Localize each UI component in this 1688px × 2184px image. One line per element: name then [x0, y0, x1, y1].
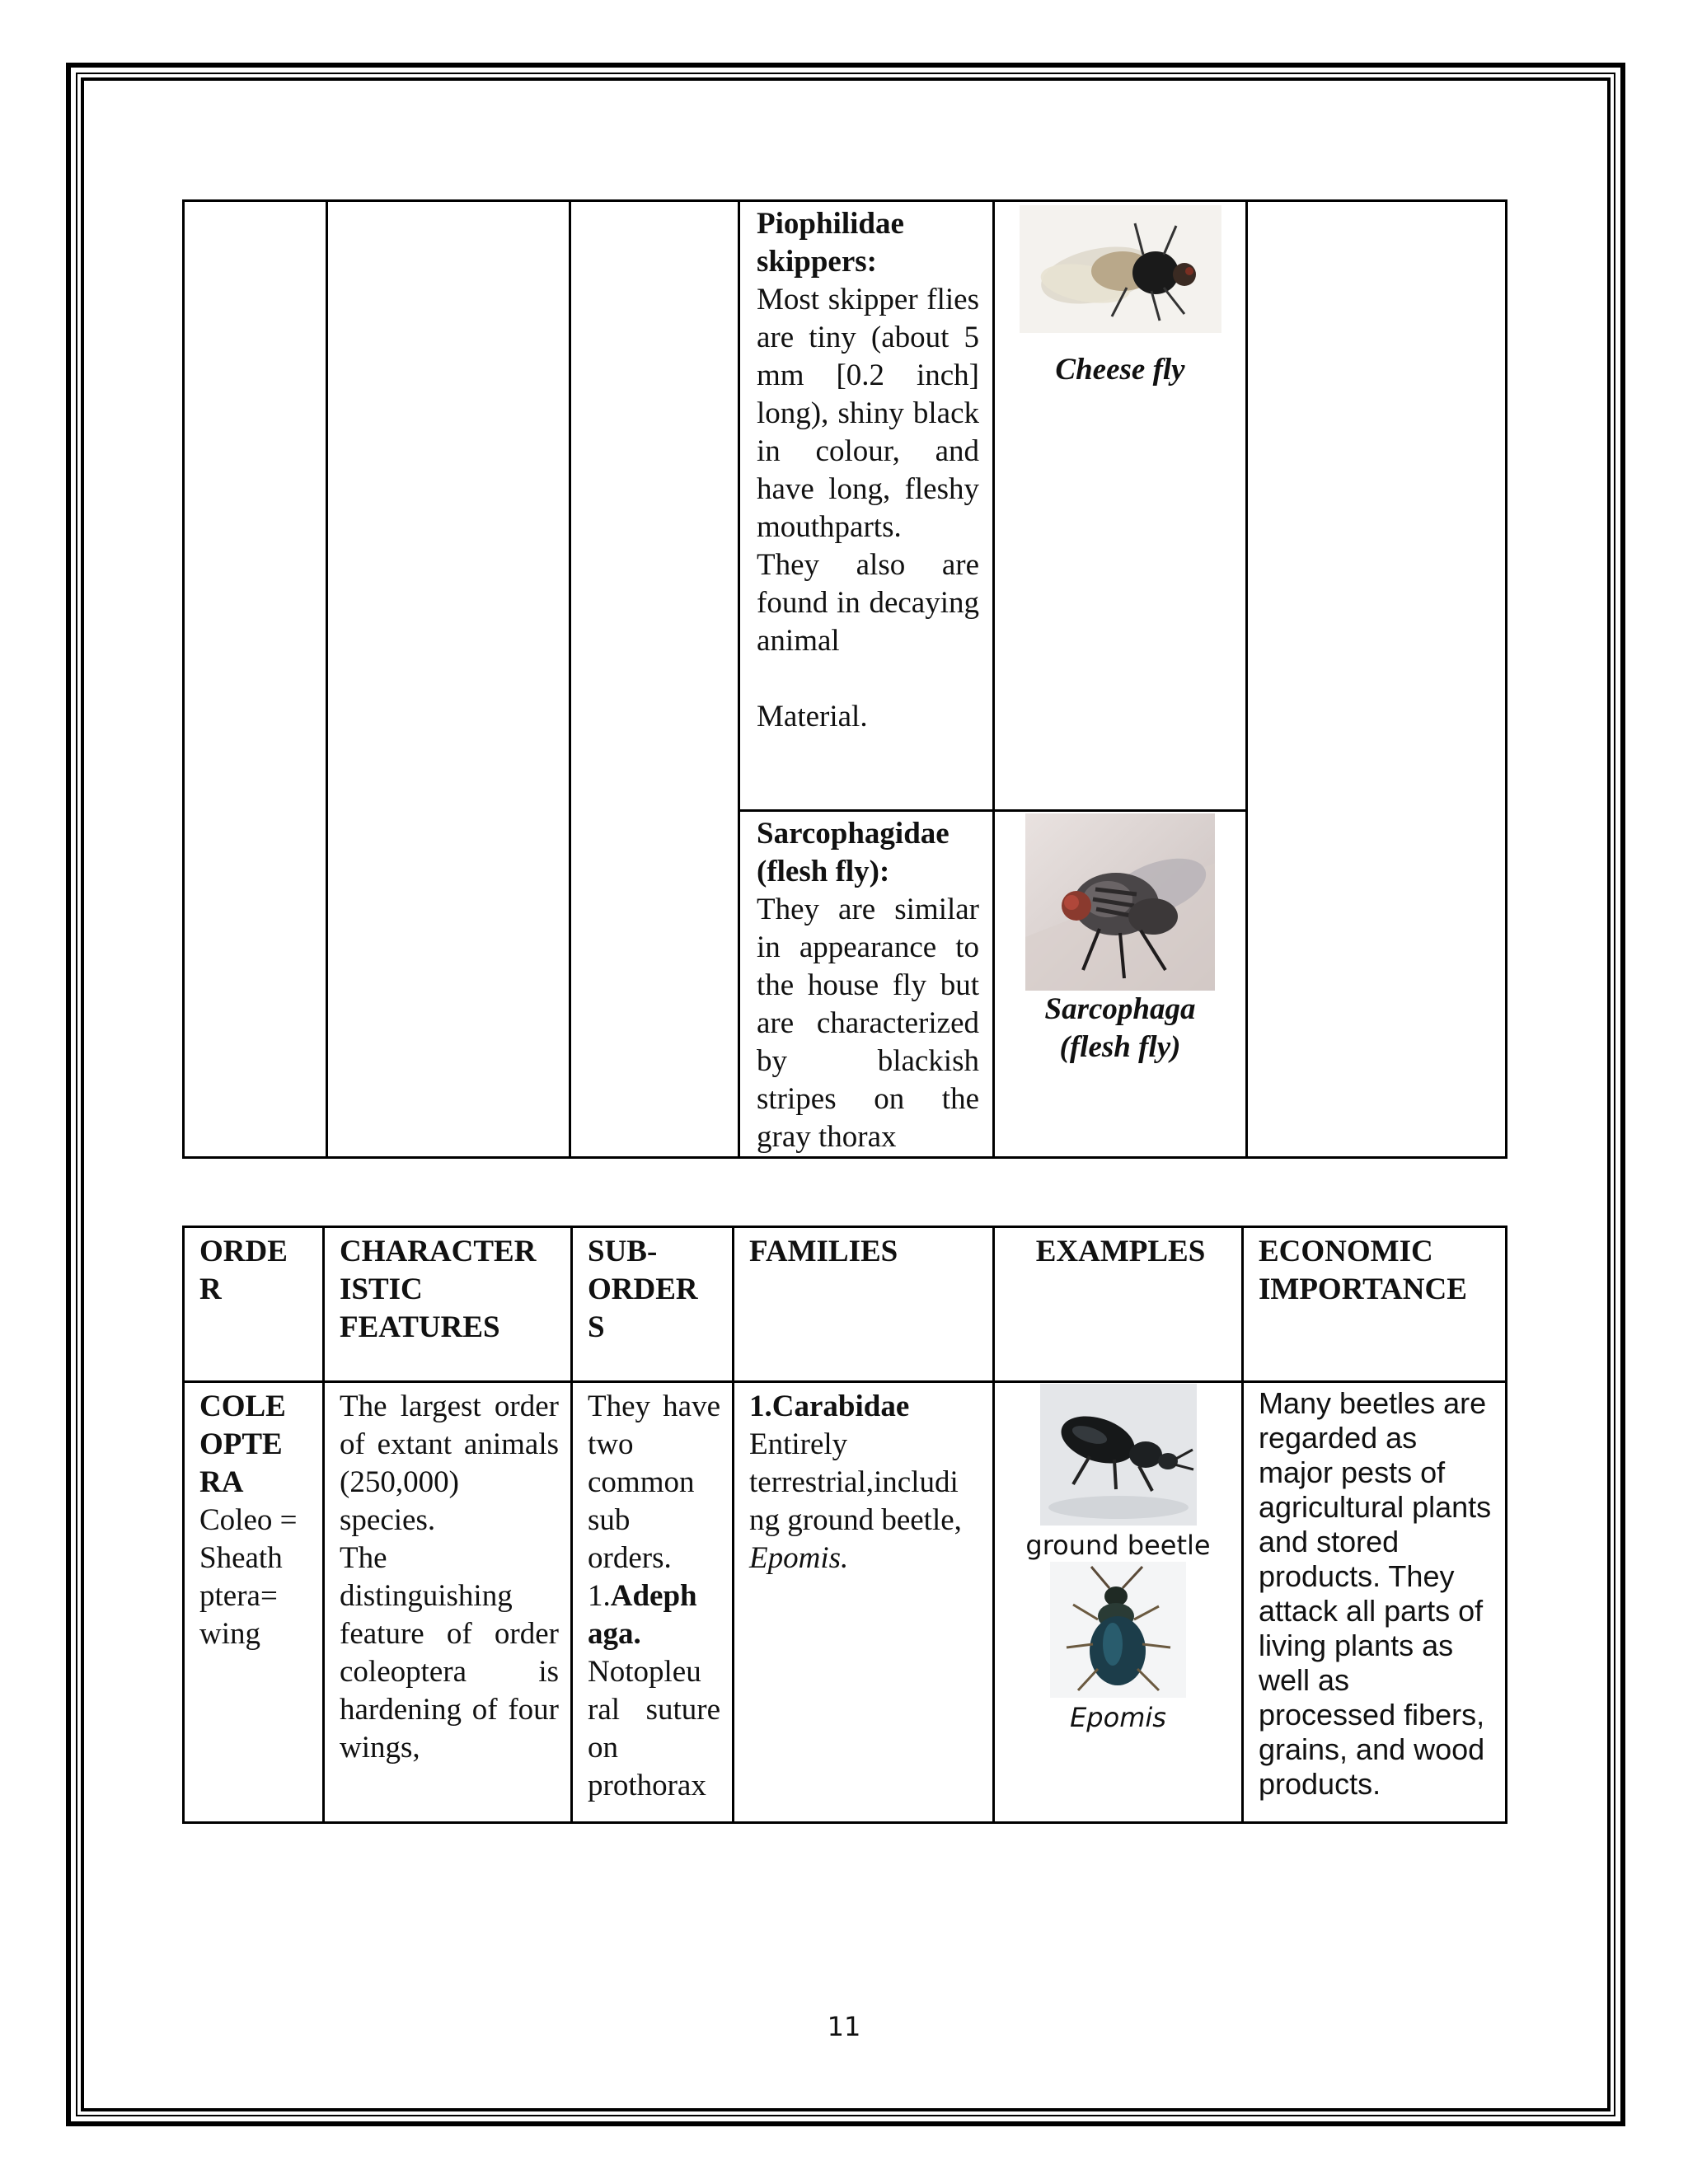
page-number: 11 — [827, 2011, 861, 2042]
family-description-end: Material. — [757, 700, 868, 733]
header-families: FAMILIES — [734, 1227, 994, 1382]
order-cell — [184, 1382, 324, 1823]
header-order: ORDE R — [184, 1227, 324, 1382]
epomis-beetle-image — [1050, 1562, 1186, 1698]
suborder-item — [588, 1577, 720, 1653]
order-cell-empty — [184, 201, 327, 1158]
features-cell-empty — [327, 201, 570, 1158]
order-name: COLE OPTE RA — [199, 1390, 286, 1499]
features-text-1: The largest order of extant animals (250,000) species. — [340, 1390, 559, 1537]
family-name: 1.Carabidae — [749, 1390, 910, 1423]
coleoptera-table — [182, 1226, 1507, 1824]
table-row — [184, 201, 1507, 811]
example-caption: ground beetle — [1025, 1530, 1211, 1561]
family-description: Entirely terrestrial,includi ng ground beetle, — [749, 1427, 962, 1537]
example-caption-line1: Sarcophaga — [1044, 992, 1196, 1026]
diptera-continuation-table — [182, 199, 1507, 1159]
example-caption-line2: (flesh fly) — [1059, 1030, 1181, 1064]
family-description: They are similar in appearance to the house fly but are characterized by blackish stripes on the gray thorax — [757, 893, 979, 1154]
suborders-cell — [572, 1382, 734, 1823]
suborders-intro: They have two common sub orders. — [588, 1390, 720, 1575]
examples-cell — [994, 1382, 1243, 1823]
family-sarcophagidae-cell — [739, 811, 994, 1158]
header-economic-importance: ECONOMIC IMPORTANCE — [1243, 1227, 1507, 1382]
features-cell — [324, 1382, 572, 1823]
example-caption: Cheese fly — [1055, 353, 1185, 387]
family-description: Most skipper flies are tiny (about 5 mm [0.2 inch] long), shiny black in colour, and have long, fleshy mouthparts. — [757, 283, 979, 544]
table-row — [184, 1382, 1507, 1823]
table-header-row — [184, 1227, 1507, 1382]
example-cheese-fly-cell — [994, 201, 1247, 811]
flesh-fly-image — [1025, 813, 1215, 991]
order-meaning: Coleo = Sheath ptera= wing — [199, 1503, 298, 1651]
suborder-name: Adeph aga. — [588, 1579, 697, 1651]
ground-beetle-image — [1040, 1384, 1197, 1526]
cheese-fly-image — [1020, 205, 1221, 333]
example-flesh-fly-cell — [994, 811, 1247, 1158]
header-sub-orders: SUB- ORDER S — [572, 1227, 734, 1382]
header-examples: EXAMPLES — [994, 1227, 1243, 1382]
header-characteristic-features: CHARACTER ISTIC FEATURES — [324, 1227, 572, 1382]
economic-importance-cell: Many beetles are regarded as major pests of agricultural plants and stored products. They attack all parts of living plants as well as processed fibers, grains, and wood products. — [1243, 1382, 1507, 1823]
family-piophilidae-cell — [739, 201, 994, 811]
features-text-2: The distinguishing feature of order coleoptera is hardening of four wings, — [340, 1541, 559, 1765]
example-caption: Epomis — [1070, 1702, 1166, 1733]
family-description-cont: They also are found in decaying animal — [757, 548, 979, 658]
family-heading: Piophilidae skippers: — [757, 207, 904, 279]
suborder-number: 1. — [588, 1579, 611, 1613]
family-heading: Sarcophagidae (flesh fly): — [757, 817, 950, 888]
family-example: Epomis. — [749, 1541, 849, 1575]
suborder-description: Notopleu ral suture on prothorax — [588, 1655, 720, 1802]
families-cell — [734, 1382, 994, 1823]
economic-cell-empty — [1247, 201, 1507, 1158]
suborders-cell-empty — [570, 201, 739, 1158]
